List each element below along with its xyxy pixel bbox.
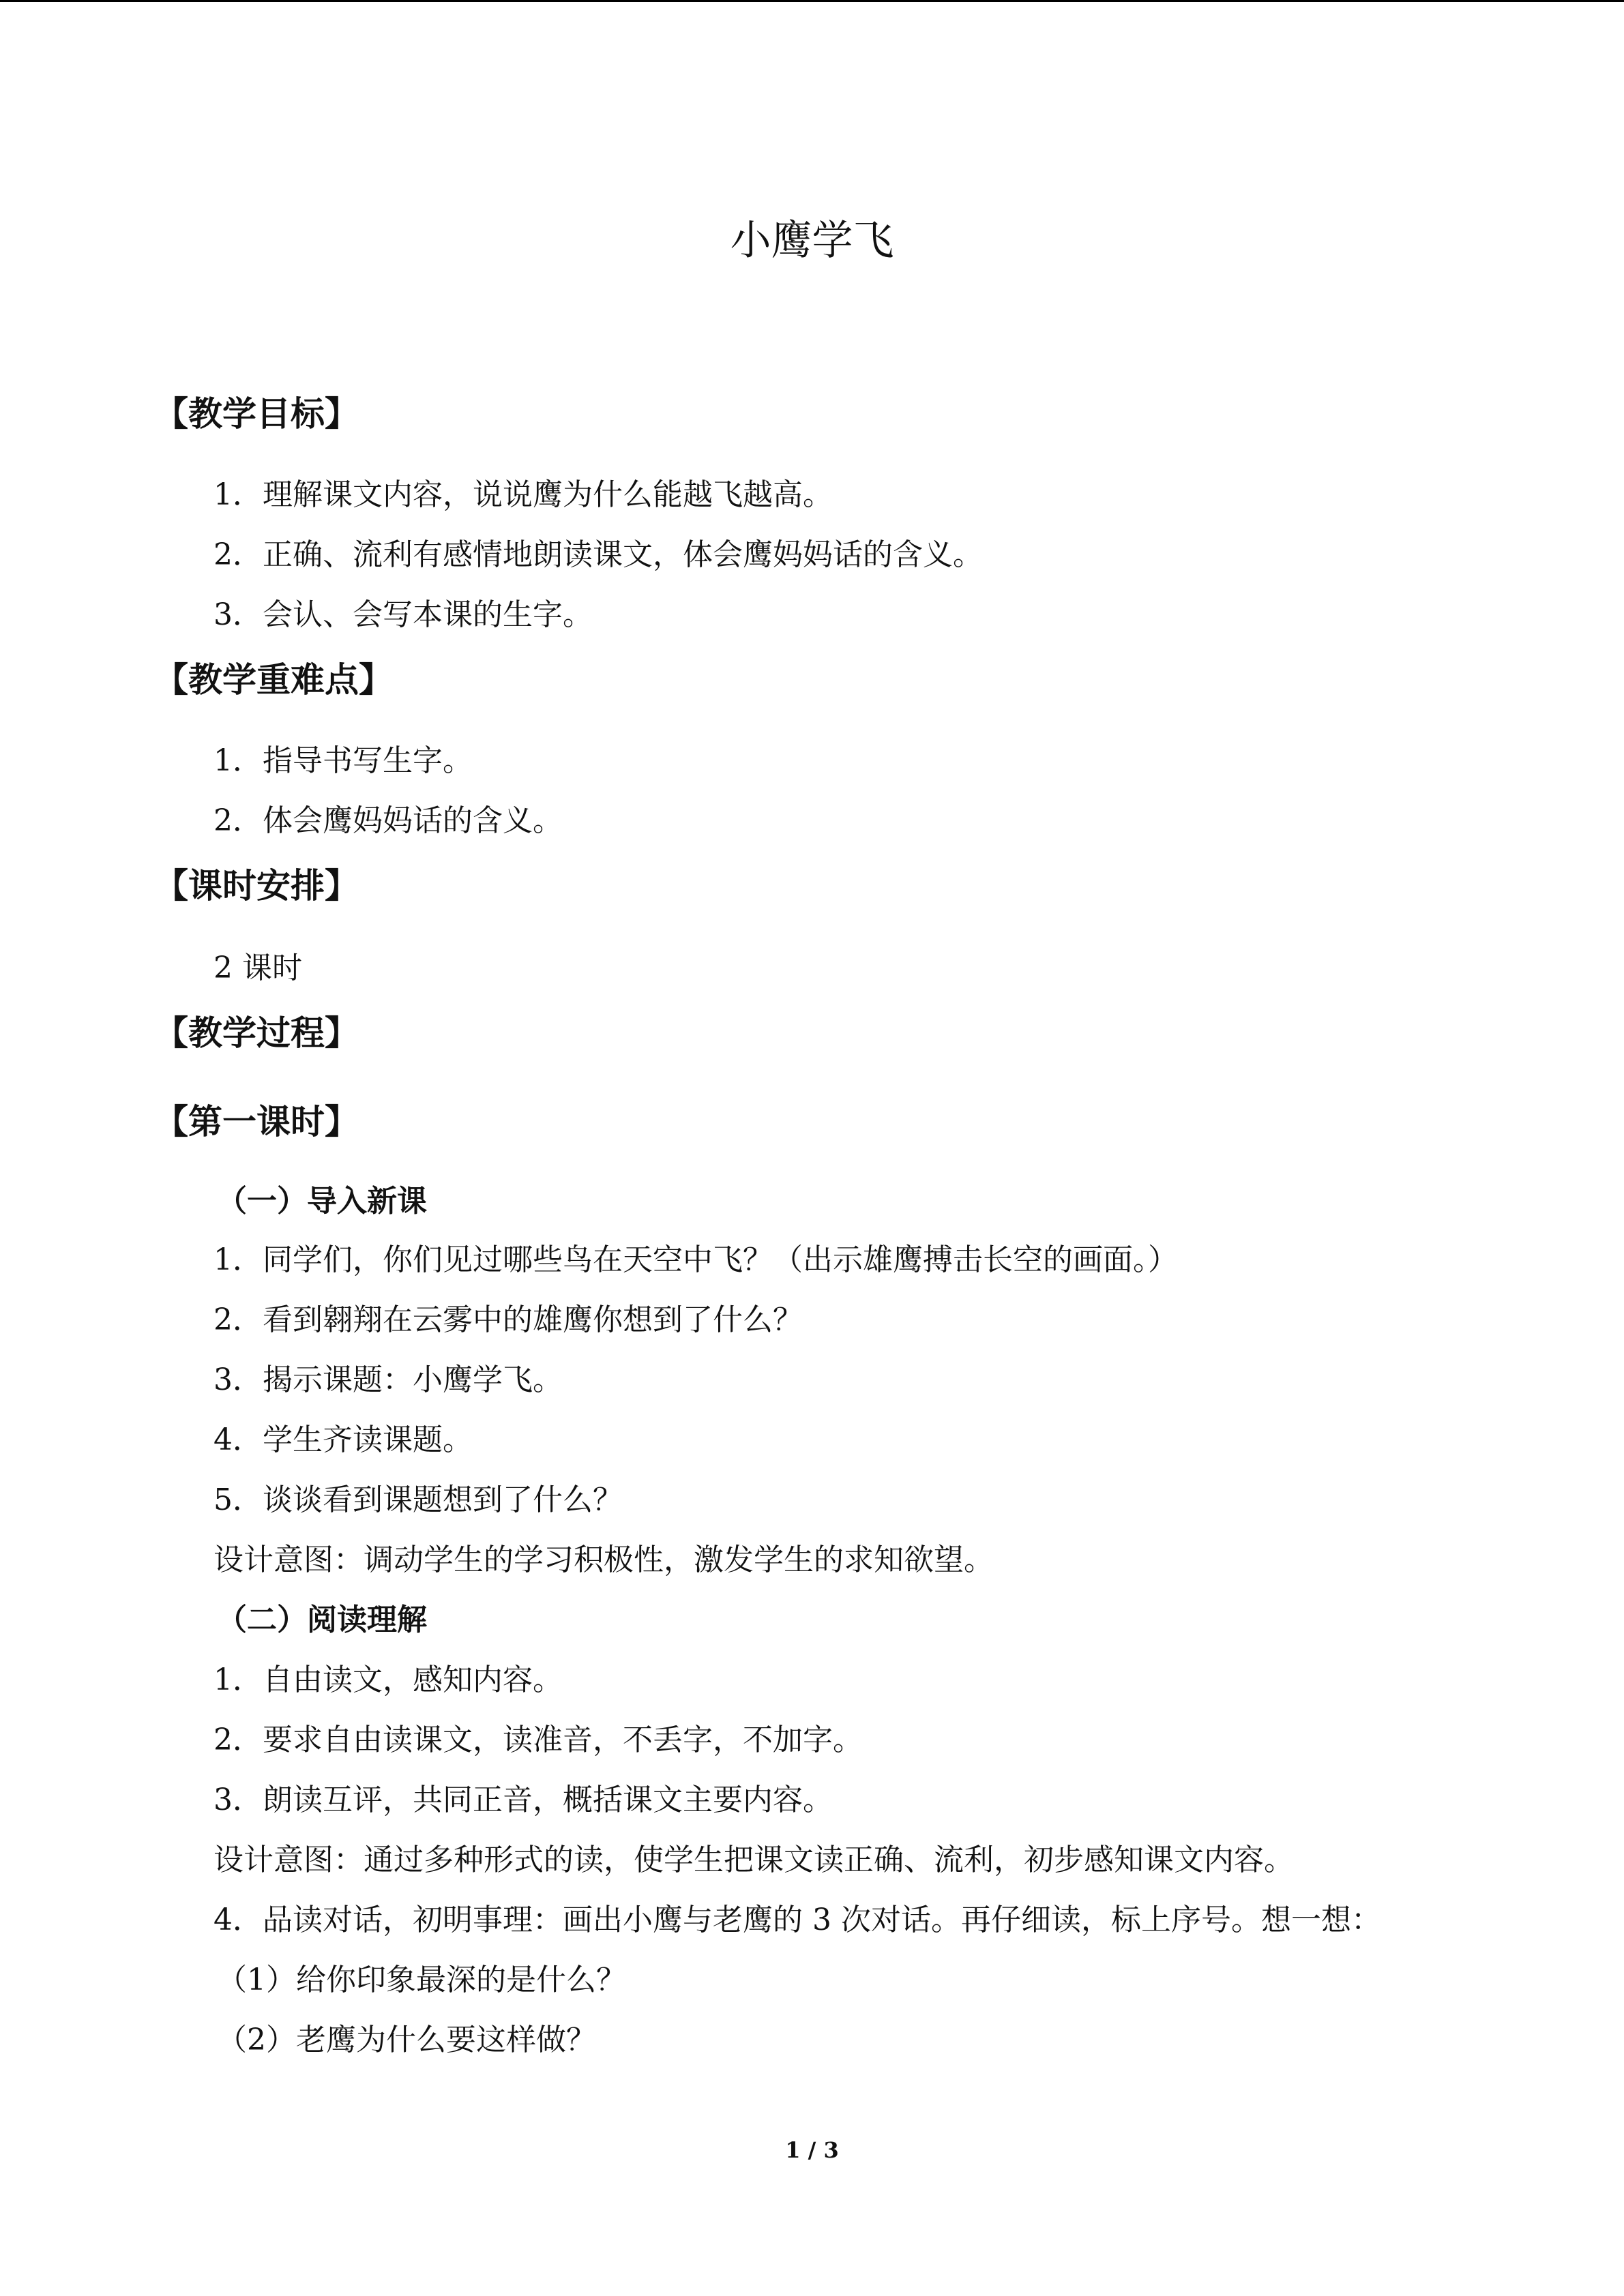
heading-teaching-goals: 【教学目标】 <box>154 393 359 434</box>
part2-question-2: （2）老鹰为什么要这样做？ <box>217 2023 596 2057</box>
part1-heading: （一）导入新课 <box>217 1184 427 1219</box>
heading-teaching-process: 【教学过程】 <box>154 1013 359 1053</box>
part2-item-3: 3．朗读互评，共同正音，概括课文主要内容。 <box>213 1783 833 1817</box>
part1-item-2: 2．看到翱翔在云雾中的雄鹰你想到了什么？ <box>213 1302 803 1337</box>
part1-item-1: 1．同学们，你们见过哪些鸟在天空中飞？（出示雄鹰搏击长空的画面。） <box>213 1242 1178 1277</box>
heading-schedule: 【课时安排】 <box>154 865 359 906</box>
key-point-item-2: 2．体会鹰妈妈话的含义。 <box>213 803 563 838</box>
part1-design-intent: 设计意图：调动学生的学习积极性，激发学生的求知欲望。 <box>213 1542 994 1577</box>
heading-key-points: 【教学重难点】 <box>154 659 393 700</box>
goal-item-1: 1．理解课文内容，说说鹰为什么能越飞越高。 <box>213 477 833 512</box>
goal-item-2: 2．正确、流利有感情地朗读课文，体会鹰妈妈话的含义。 <box>213 537 983 572</box>
part2-design-intent: 设计意图：通过多种形式的读，使学生把课文读正确、流利，初步感知课文内容。 <box>213 1843 1294 1877</box>
part2-heading: （二）阅读理解 <box>217 1602 427 1637</box>
part2-item-2: 2．要求自由读课文，读准音，不丢字，不加字。 <box>213 1723 863 1757</box>
part2-item-1: 1．自由读文，感知内容。 <box>213 1663 563 1697</box>
key-point-item-1: 1．指导书写生字。 <box>213 743 473 778</box>
part2-item-4: 4．品读对话，初明事理：画出小鹰与老鹰的 3 次对话。再仔细读，标上序号。想一想： <box>213 1903 1381 1937</box>
goal-item-3: 3．会认、会写本课的生字。 <box>213 597 593 632</box>
part1-item-3: 3．揭示课题：小鹰学飞。 <box>213 1362 563 1397</box>
page-number: 1 / 3 <box>785 2137 839 2163</box>
schedule-text: 2 课时 <box>213 951 302 985</box>
heading-lesson-1: 【第一课时】 <box>154 1101 359 1142</box>
document-title: 小鹰学飞 <box>730 217 894 265</box>
part2-question-1: （1）给你印象最深的是什么？ <box>217 1963 626 1997</box>
part1-item-4: 4．学生齐读课题。 <box>213 1422 473 1457</box>
part1-item-5: 5．谈谈看到课题想到了什么？ <box>213 1482 623 1517</box>
